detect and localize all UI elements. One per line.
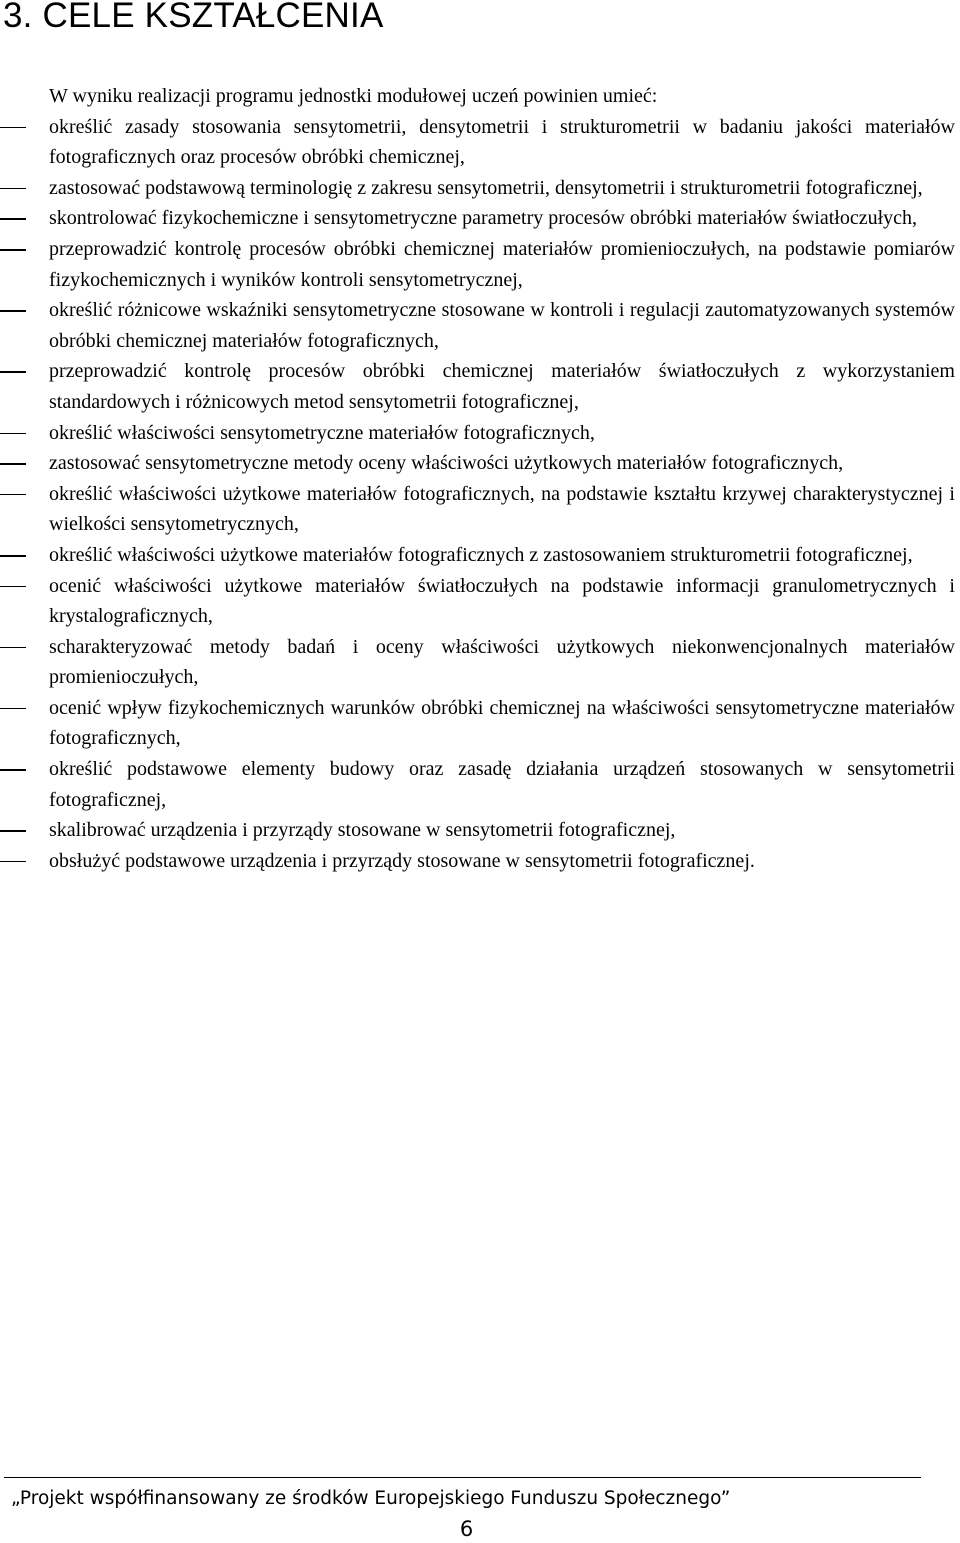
- section-body: [0, 81, 960, 876]
- list-item: [0, 754, 955, 815]
- dash-bullet-icon: [0, 127, 26, 129]
- dash-bullet-icon: [0, 433, 26, 435]
- list-item-text: przeprowadzić kontrolę procesów obróbki chemicznej materiałów promienioczułych, na podstawie pomiarów fizykochemicznych i wyników kontroli sensytometrycznej,: [49, 237, 955, 291]
- dash-bullet-icon: [0, 249, 26, 251]
- list-item-text: określić właściwości sensytometryczne materiałów fotograficznych,: [49, 421, 595, 444]
- list-item: [0, 815, 955, 846]
- list-item: [0, 418, 955, 449]
- list-item-text: zastosować sensytometryczne metody oceny właściwości użytkowych materiałów fotograficznych,: [49, 452, 844, 475]
- dash-bullet-icon: [0, 371, 26, 373]
- list-item-text: określić właściwości użytkowe materiałów fotograficznych z zastosowaniem strukturometrii fotograficznej,: [49, 543, 913, 566]
- list-item-text: ocenić wpływ fizykochemicznych warunków obróbki chemicznej na właściwości sensytometryczne materiałów fotograficznych,: [49, 696, 955, 750]
- list-item-text: określić właściwości użytkowe materiałów fotograficznych, na podstawie kształtu krzywej charakterystycznej i wielkości sensytometrycznych,: [49, 482, 955, 536]
- list-item-text: scharakteryzować metody badań i oceny właściwości użytkowych niekonwencjonalnych materiałów promienioczułych,: [49, 635, 955, 689]
- list-item: [0, 479, 955, 540]
- dash-bullet-icon: [0, 555, 26, 557]
- list-item-text: skontrolować fizykochemiczne i sensytometryczne parametry procesów obróbki materiałów światłoczułych,: [49, 207, 918, 230]
- list-item: [0, 846, 955, 877]
- list-item: [0, 112, 955, 173]
- dash-bullet-icon: [0, 310, 26, 312]
- list-item-text: ocenić właściwości użytkowe materiałów światłoczułych na podstawie informacji granulometrycznych i krystalograficznych,: [49, 574, 955, 628]
- list-item: [0, 448, 955, 479]
- dash-bullet-icon: [0, 769, 26, 771]
- section-title: 3. CELE KSZTAŁCENIA: [3, 0, 384, 35]
- dash-bullet-icon: [0, 494, 26, 496]
- list-item-text: określić różnicowe wskaźniki sensytometryczne stosowane w kontroli i regulacji zautomatyzowanych systemów obróbki chemicznej materiałów fotograficznych,: [49, 299, 955, 352]
- list-item-text: określić podstawowe elementy budowy oraz zasadę działania urządzeń stosowanych w sensytometrii fotograficznej,: [49, 758, 955, 811]
- intro-text: W wyniku realizacji programu jednostki modułowej uczeń powinien umieć:: [49, 85, 658, 107]
- dash-bullet-icon: [0, 463, 26, 465]
- list-item: [0, 234, 955, 295]
- list-item: [0, 540, 955, 571]
- page-number: 6: [459, 1517, 474, 1541]
- list-item: [0, 203, 955, 234]
- list-item: [0, 173, 955, 204]
- list-item-text: obsłużyć podstawowe urządzenia i przyrządy stosowane w sensytometrii fotograficznej.: [49, 849, 755, 872]
- dash-bullet-icon: [0, 830, 26, 832]
- learning-goals-list: [0, 112, 960, 877]
- list-item: [0, 571, 955, 632]
- list-item-text: określić zasady stosowania sensytometrii, densytometrii i strukturometrii w badaniu jakości materiałów fotograficznych oraz procesów obróbki chemicznej,: [49, 115, 955, 169]
- dash-bullet-icon: [0, 218, 26, 220]
- list-item: [0, 632, 955, 693]
- list-item-text: skalibrować urządzenia i przyrządy stosowane w sensytometrii fotograficznej,: [49, 819, 676, 842]
- list-item: [0, 693, 955, 754]
- list-item: [0, 356, 955, 417]
- footer-divider: [4, 1477, 921, 1478]
- dash-bullet-icon: [0, 188, 26, 190]
- list-item-text: zastosować podstawową terminologię z zakresu sensytometrii, densytometrii i strukturometrii fotograficznej,: [49, 176, 923, 199]
- list-item-text: przeprowadzić kontrolę procesów obróbki chemicznej materiałów światłoczułych z wykorzystaniem standardowych i różnicowych metod sensytometrii fotograficznej,: [49, 360, 955, 413]
- dash-bullet-icon: [0, 708, 26, 710]
- dash-bullet-icon: [0, 861, 26, 863]
- dash-bullet-icon: [0, 586, 26, 588]
- footer-funding-note: „Projekt współfinansowany ze środków Europejskiego Funduszu Społecznego”: [11, 1488, 731, 1509]
- dash-bullet-icon: [0, 647, 26, 649]
- list-item: [0, 295, 955, 356]
